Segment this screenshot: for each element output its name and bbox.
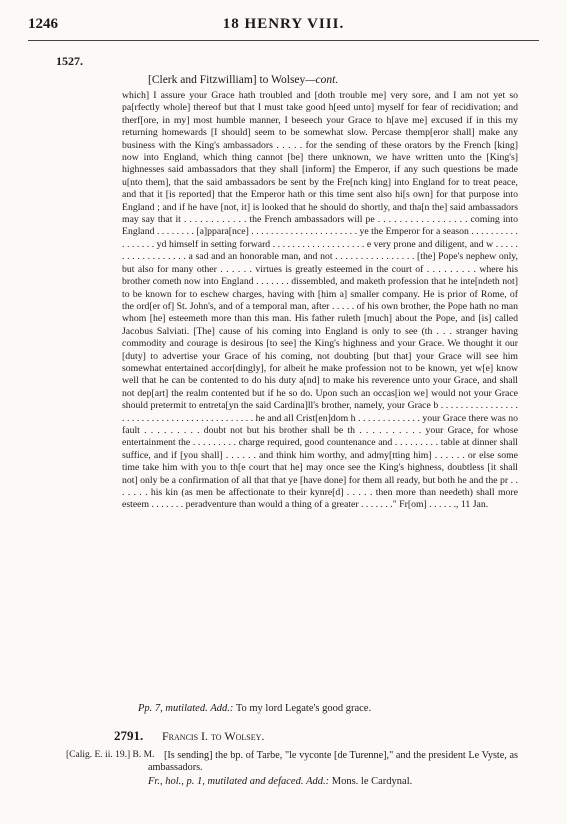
letter-body bbox=[122, 90, 518, 512]
letter-footnote bbox=[138, 703, 371, 714]
entry-title bbox=[162, 729, 264, 744]
year-marker: 1527. bbox=[56, 54, 83, 68]
entry-note-address-label: Add.: bbox=[306, 776, 330, 787]
margin-reference: [Calig. E. ii. 19.] B. M. bbox=[66, 750, 155, 760]
entry-title-text: Francis I. to Wolsey. bbox=[162, 729, 265, 743]
footnote-description: Pp. 7, mutilated. bbox=[138, 703, 208, 714]
running-head bbox=[28, 16, 539, 38]
letter-text: which] I assure your Grace hath troubled and [doth trouble me] very sore, and I am not yet so pa[rfectly whole] thereof but that I must take good h[eed unto] myself for fear of recidivation; and therf[ore, in my] most humble manner, I beseech your Grace to h[ave me] excused if in this my returning homewards [I should] seem to be somewhat slow. Percase themp[eror shall] make any business with the King's ambassadors . . . . . for the sending of these orators by the French [king] now into England, which thing cannot [be] there unknown, we have written unto the [King's] highnesses said ambassadors that they shall [inform] the Emperor, if any such questions be made u[nto them], that the said ambassadors be sent by the Fre[nch king] into England for to treat peace, and that it [is reported] that the Emperor hath or this time sent also hi[s own] for that purpose into England ; and if he have [not, it] is looked that he should do shortly, and tha[n the] said ambassadors may say that it . . . . . . . . . . . . the French ambassadors will pe . . . . . . . . . . . . . . . . . coming into England . . . . . . . . [a]ppara[nce] . . . . . . . . . . . . . . . . . . . . . . ye the Emperor for a season . . . . . . . . . . . . . . . . . yd himself in setting forward . . . . . . . . . . . . . . . . . . . e very prone and diligent, and w . . . . . . . . . . . . . . . . . . a sad and an honorable man, and not . . . . . . . . . . . . . . . . [the] Pope's nephew only, but also for many other . . . . . . virtues is greatly esteemed in the court of . . . . . . . . . where his brother cometh now into England . . . . . . . dissembled, and maketh profession that he inte[ndeth not] to be known for to eschew charges, having with [him a] smaller company. He is prior of Rome, of the ord[er of] St. John's, and of a temporal man, after . . . . . of his own brother, the Pope hath no man whom [he] esteemeth more than this man. His father ruleth [much] about the Pope, and [is] called Jacobus Salviati. [The] cause of his coming into England is only to see (th . . . stranger having commodity and courage is desirous [to see] the King's highness and your Grace. We thought it our [duty] to advertise your Grace of his coming, not doubting [but that] your Grace will see him somewhat entertained accor[dingly], for albeit he make profession not to be known, yet w[e] know well that he can be contented to do his duty a[nd] to make his reverence unto your Grace, and shall not dep[art] the realm contented but if he so do. Upon such an occas[ion we] would not your Grace should pretermit to entreta[yn the said Cardina]ll's brother, namely, your Grace b . . . . . . . . . . . . . . . . . . . . . . . . . . . . . . . . . . . . . . . . . . . he and all Crist[en]dom h . . . . . . . . . . . . . your Grace there was no fault . . . . . . . . . doubt not but his brother shall be th . . . . . . . . . . your Grace, for whose entertainment the . . . . . . . . . charge required, good countenance and . . . . . . . . . table at dinner shall suffice, and if [you shall] . . . . . . and think him worthy, and admy[tting him] . . . . . . or else some time take him with you to th[e court that he] may once see the King's highness, doubtless [it shall not] only be a confirmation of all that that ye [have done] for them all ready, but both he and the pr . . . . . . . his kin (as men be affectionate to their kynre[d] . . . . . then more than needeth) shall more esteem . . . . . . . peradventure than would a thing of a greater . . . . . . ." Fr[om] . . . . . ., 11 Jan. bbox=[122, 90, 518, 511]
page-number: 1246 bbox=[28, 16, 58, 32]
running-title: 18 HENRY VIII. bbox=[222, 16, 345, 32]
letter-heading-names: [Clerk and Fitzwilliam] to Wolsey bbox=[148, 74, 306, 86]
entry-note-address: Mons. le Cardynal. bbox=[331, 776, 413, 787]
entry-note-description: Fr., hol., p. 1, mutilated and defaced. bbox=[148, 776, 304, 787]
header-rule bbox=[28, 40, 539, 41]
entry-note bbox=[148, 776, 412, 787]
letter-heading-cont: —cont. bbox=[305, 74, 339, 86]
entry-number: 2791. bbox=[114, 728, 144, 743]
entry-body-text: [Is sending] the bp. of Tarbe, "le vyconte [de Turenne]," and the president Le Vyste, as ambassadors. bbox=[148, 750, 518, 774]
footnote-address-label: Add.: bbox=[210, 703, 234, 714]
letter-heading bbox=[148, 74, 338, 86]
footnote-address: To my lord Legate's good grace. bbox=[235, 703, 372, 714]
entry-body bbox=[148, 750, 518, 774]
